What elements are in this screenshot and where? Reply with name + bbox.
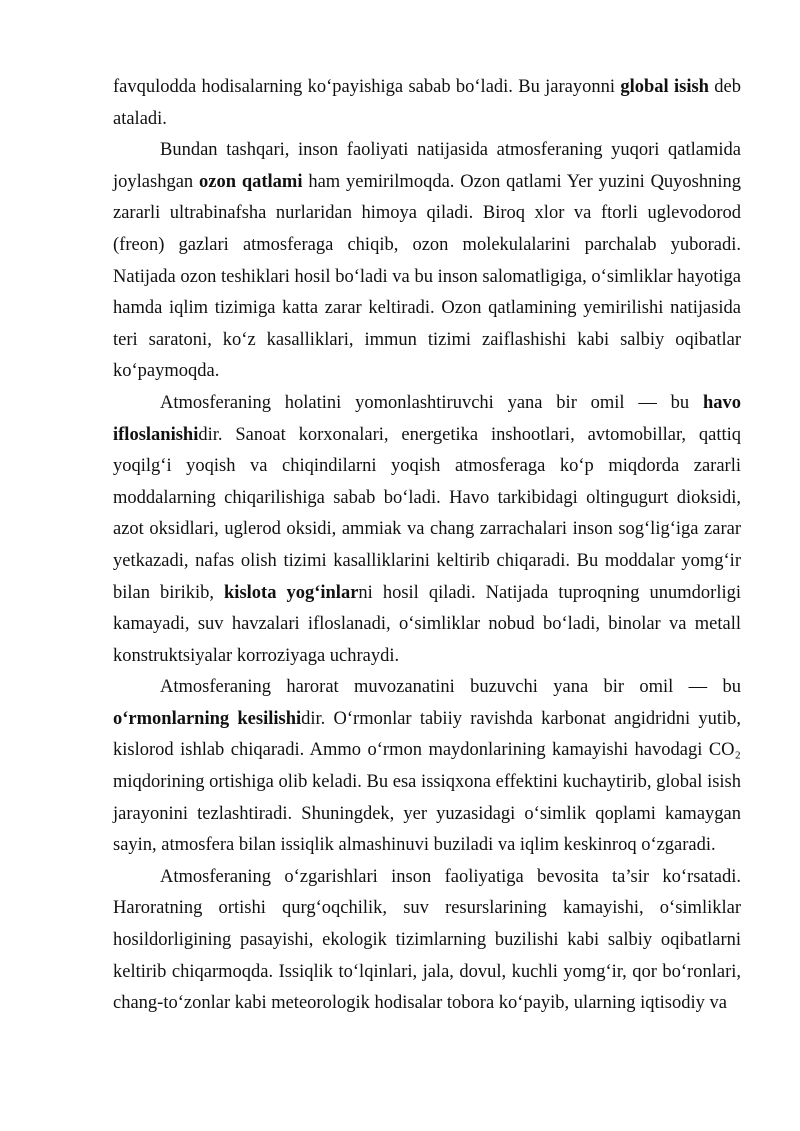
bold-term-ormonlarning-kesilishi: o‘rmonlarning kesilishi (113, 708, 302, 729)
text-run: Atmosferaning holatini yomonlashtiruvchi yana bir omil — bu (160, 392, 703, 413)
bold-term-havo-ifloslanishi: havo ifloslanishi (113, 392, 741, 445)
paragraph-3 (113, 388, 741, 672)
text-run: Atmosferaning harorat muvozanatini buzuvchi yana bir omil — bu (160, 677, 741, 698)
text-run: ni hosil qiladi. Natijada tuproqning unumdorligi kamayadi, suv havzalari ifloslanadi, o‘simliklar nobud bo‘ladi, binolar va metall konstruktsiyalar korroziyaga uchraydi. (113, 582, 742, 666)
text-run: favqulodda hodisalarning ko‘payishiga sabab bo‘ladi. Bu jarayonni (113, 77, 621, 97)
text-run: dir. Sanoat korxonalari, energetika inshootlari, avtomobillar, qattiq yoqilg‘i yoqish va chiqindilarni yoqish atmosferaga ko‘p miqdorda zararli moddalarning chiqarilishiga sabab bo‘ladi. Havo tarkibidagi oltingugurt dioksidi, azot oksidlari, uglerod oksidi, ammiak va chang zarrachalari inson sog‘lig‘iga zarar yetkazadi, nafas olish tizimi kasalliklarini keltirib chiqaradi. Bu moddalar yomg‘ir bilan birikib, (113, 424, 741, 603)
paragraph-2 (113, 135, 741, 388)
bold-term-global-isish: global isish (620, 77, 709, 97)
text-run: deb ataladi. (113, 77, 741, 129)
paragraph-1 (113, 72, 741, 135)
document-page (113, 72, 741, 1020)
text-run: ham yemirilmoqda. Ozon qatlami Yer yuzini Quyoshning zararli ultrabinafsha nurlaridan himoya qiladi. Biroq xlor va ftorli uglevodorod (freon) gazlari atmosferaga chiqib, ozon molekulalarini parchalab yuboradi. Natijada ozon teshiklari hosil bo‘ladi va bu inson salomatligiga, o‘simliklar hayotiga hamda iqlim tizimiga katta zarar keltiradi. Ozon qatlamining yemirilishi natijasida teri saratoni, ko‘z kasalliklari, immun tizimi zaiflashishi kabi salbiy oqibatlar ko‘paymoqda. (113, 171, 742, 382)
text-run: Atmosferaning o‘zgarishlari inson faoliyatiga bevosita ta’sir ko‘rsatadi. Haroratning ortishi qurg‘oqchilik, suv resurslarining kamayishi, o‘simliklar hosildorligining pasayishi, ekologik tizimlarning buzilishi kabi salbiy oqibatlarni keltirib chiqarmoqda. Issiqlik to‘lqinlari, jala, dovul, kuchli yomg‘ir, qor bo‘ronlari, chang-to‘zonlar kabi meteorologik hodisalar tobora ko‘payib, ularning iqtisodiy va (113, 866, 741, 1014)
bold-term-ozon-qatlami: ozon qatlami (199, 171, 303, 192)
text-run: Bundan tashqari, inson faoliyati natijasida atmosferaning yuqori qatlamida joylashgan (113, 140, 741, 192)
paragraph-5 (113, 862, 741, 1020)
paragraph-4 (113, 672, 741, 862)
text-run: dir. O‘rmonlar tabiiy ravishda karbonat angidridni yutib, kislorod ishlab chiqaradi. Ammo o‘rmon maydonlarining kamayishi havodagi CO₂ miqdorining ortishiga olib keladi. Bu esa issiqxona effektini kuchaytirib, global isish jarayonini tezlashtiradi. Shuningdek, yer yuzasidagi o‘simlik qoplami kamaygan sayin, atmosfera bilan issiqlik almashinuvi buziladi va iqlim keskinroq o‘zgaradi. (113, 708, 741, 856)
bold-term-kislota-yoginlar: kislota yog‘inlar (224, 582, 359, 603)
